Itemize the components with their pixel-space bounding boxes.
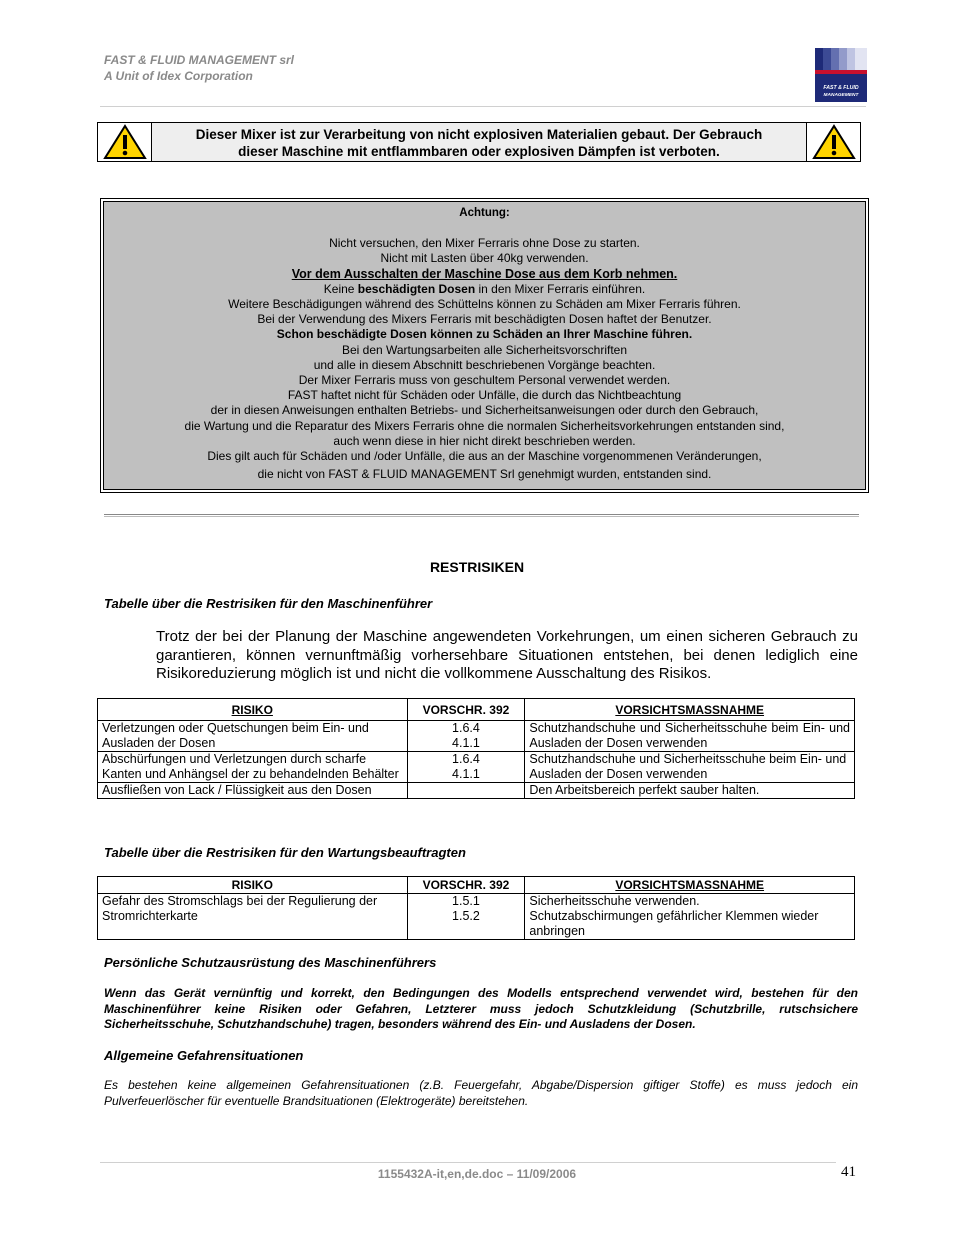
- protective-equipment-text: Wenn das Gerät vernünftig und korrekt, den Bedingungen des Modells entsprechend verwendet wird, bestehen für den Maschinenführer keine Risiken oder Gefahren, Letzterer muss jedoch Schutzkleidung (Schutzbrille, rutschsichere Sicherheitsschuhe, Schutzhandschuhe) tragen, besonders während des Ein- und Ausladens der Dosen.: [104, 986, 858, 1031]
- table-header-row: [98, 699, 855, 721]
- caution-line: Nicht mit Lasten über 40kg verwenden.: [380, 251, 589, 266]
- warning-line-2: dieser Maschine mit entflammbaren oder explosiven Dämpfen ist verboten.: [238, 144, 720, 159]
- risk-cell: Abschürfungen und Verletzungen durch scharfe Kanten und Anhängsel der zu behandelnden Behälter: [98, 752, 408, 783]
- regulation-cell: [407, 752, 525, 783]
- caution-text: Keine: [323, 281, 358, 296]
- caution-line: und alle in diesem Abschnitt beschriebenen Vorgänge beachten.: [313, 357, 656, 372]
- measure-text: Sicherheitsschuhe verwenden.: [529, 894, 700, 908]
- table-row: [98, 783, 855, 799]
- company-logo: [815, 48, 867, 102]
- measure-cell: Schutzhandschuhe und Sicherheitsschuhe beim Ein- und Ausladen der Dosen verwenden: [525, 752, 855, 783]
- table-header-row: [98, 877, 855, 894]
- header-divider: [100, 106, 866, 107]
- measure-text: Schutzabschirmungen gefährlicher Klemmen wieder anbringen: [529, 909, 819, 938]
- table-row: [98, 752, 855, 783]
- svg-text:FAST & FLUID: FAST & FLUID: [823, 85, 859, 91]
- risk-cell: Ausfließen von Lack / Flüssigkeit aus den Dosen: [98, 783, 408, 799]
- subheading-general-hazards: Allgemeine Gefahrensituationen: [104, 1048, 304, 1063]
- column-header: VORSICHTSMASSNAHME: [525, 699, 855, 721]
- regulation-cell: [407, 721, 525, 752]
- svg-text:MANAGEMENT: MANAGEMENT: [823, 93, 859, 98]
- caution-line: Dies gilt auch für Schäden und /oder Unfälle, die aus an der Maschine vorgenommenen Veränderungen,: [207, 449, 762, 464]
- caution-line: Schon beschädigte Dosen können zu Schäden an Ihrer Maschine führen.: [276, 327, 693, 342]
- warning-box: [97, 122, 861, 162]
- measure-cell: Schutzhandschuhe und Sicherheitsschuhe beim Ein- und Ausladen der Dosen verwenden: [525, 721, 855, 752]
- subheading-operator: Tabelle über die Restrisiken für den Maschinenführer: [104, 596, 433, 611]
- company-subtitle: A Unit of Idex Corporation: [104, 69, 253, 83]
- risk-cell: Gefahr des Stromschlags bei der Regulierung der Stromrichterkarte: [98, 894, 408, 940]
- caution-box: [100, 198, 869, 493]
- section-separator: [104, 514, 859, 517]
- caution-line: Nicht versuchen, den Mixer Ferraris ohne Dose zu starten.: [329, 236, 640, 251]
- caution-line: FAST haftet nicht für Schäden oder Unfälle, die durch das Nichtbeachtung: [287, 388, 682, 403]
- warning-triangle-icon: [806, 123, 860, 161]
- caution-line: die nicht von FAST & FLUID MANAGEMENT Srl genehmigt wurden, entstanden sind.: [257, 467, 712, 482]
- general-hazards-text: Es bestehen keine allgemeinen Gefahrensituationen (z.B. Feuergefahr, Abgabe/Dispersion giftiger Stoffe) es muss jedoch ein Pulverfeuerlöscher für eventuelle Brandsituationen (Elektrogeräte) bereitstehen.: [104, 1078, 858, 1108]
- caution-line: die Wartung und die Reparatur des Mixers Ferraris ohne die normalen Sicherheitsvorkehrungen entstanden sind,: [184, 418, 785, 433]
- subheading-protective-equipment: Persönliche Schutzausrüstung des Maschinenführers: [104, 955, 437, 970]
- company-name: FAST & FLUID MANAGEMENT srl: [104, 53, 295, 67]
- warning-triangle-icon: [98, 123, 152, 161]
- column-header: VORSCHR. 392: [407, 699, 525, 721]
- caution-line: Der Mixer Ferraris muss von geschultem Personal verwendet werden.: [298, 373, 671, 388]
- caution-line-emphasis: Vor dem Ausschalten der Maschine Dose aus dem Korb nehmen.: [291, 266, 678, 281]
- table-row: [98, 721, 855, 752]
- intro-paragraph: Trotz der bei der Planung der Maschine angewendeten Vorkehrungen, um einen sicheren Gebrauch zu garantieren, können vernunftmäßig vorhersehbare Situationen entstehen, bei denen lediglich eine Risikoreduzierung möglich ist und nicht die vollkommene Ausschaltung des Risikos.: [156, 628, 858, 682]
- regulation-ref: 1.6.4: [452, 752, 480, 766]
- company-header: [104, 52, 294, 84]
- caution-line: auch wenn diese in hier nicht direkt beschrieben werden.: [333, 433, 636, 448]
- caution-title: Achtung:: [459, 207, 510, 219]
- warning-text: [152, 123, 806, 161]
- column-header: VORSCHR. 392: [407, 877, 525, 894]
- warning-line-1: Dieser Mixer ist zur Verarbeitung von nicht explosiven Materialien gebaut. Der Gebrauch: [195, 127, 763, 142]
- caution-line: Weitere Beschädigungen während des Schüttelns können zu Schäden am Mixer Ferraris führen.: [228, 297, 741, 312]
- caution-line: der in diesen Anweisungen enthalten Betriebs- und Sicherheitsanweisungen oder durch den Gebrauch,: [210, 403, 759, 418]
- maintenance-risk-table: [97, 876, 855, 940]
- regulation-ref: 1.6.4: [452, 721, 480, 735]
- caution-bold-text: beschädigten Dosen: [357, 281, 476, 296]
- regulation-ref: 4.1.1: [452, 767, 480, 781]
- caution-line: Bei der Verwendung des Mixers Ferraris mit beschädigten Dosen haftet der Benutzer.: [257, 312, 712, 327]
- regulation-cell: [407, 783, 525, 799]
- column-header: RISIKO: [98, 877, 408, 894]
- caution-line: [104, 282, 865, 297]
- page-number: 41: [841, 1164, 856, 1180]
- regulation-ref: 4.1.1: [452, 736, 480, 750]
- caution-text: in den Mixer Ferraris einführen.: [475, 281, 646, 296]
- footer-document-id: 1155432A-it,en,de.doc – 11/09/2006: [377, 1167, 577, 1181]
- operator-risk-table: [97, 698, 855, 799]
- section-heading: RESTRISIKEN: [429, 559, 525, 575]
- table-row: [98, 894, 855, 940]
- regulation-cell: [407, 894, 525, 940]
- measure-cell: [525, 894, 855, 940]
- regulation-ref: 1.5.2: [452, 909, 480, 923]
- caution-content: [103, 201, 866, 490]
- subheading-maintenance: Tabelle über die Restrisiken für den Wartungsbeauftragten: [104, 845, 466, 860]
- caution-line: Bei den Wartungsarbeiten alle Sicherheitsvorschriften: [341, 342, 628, 357]
- regulation-ref: 1.5.1: [452, 894, 480, 908]
- risk-cell: Verletzungen oder Quetschungen beim Ein- und Ausladen der Dosen: [98, 721, 408, 752]
- footer-divider: [100, 1162, 836, 1163]
- measure-cell: Den Arbeitsbereich perfekt sauber halten.: [525, 783, 855, 799]
- column-header: RISIKO: [98, 699, 408, 721]
- column-header: VORSICHTSMASSNAHME: [525, 877, 855, 894]
